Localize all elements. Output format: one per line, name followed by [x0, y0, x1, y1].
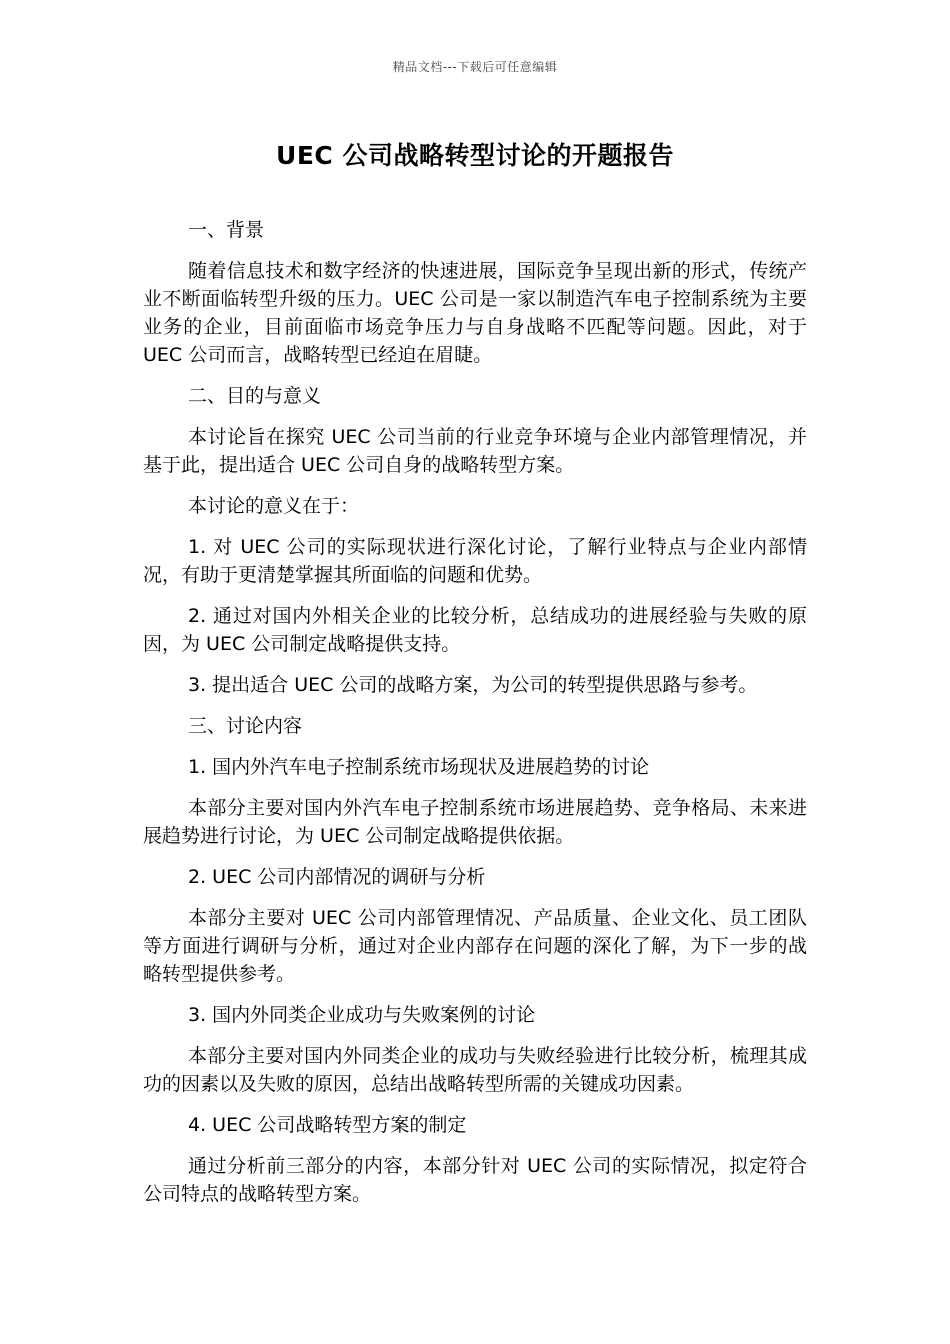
subheading-content-1: 1. 国内外汽车电子控制系统市场现状及进展趋势的讨论 — [188, 756, 650, 778]
paragraph-background: 随着信息技术和数字经济的快速进展，国际竞争呈现出新的形式，传统产业不断面临转型升级的压力。UEC 公司是一家以制造汽车电子控制系统为主要业务的企业，目前面临市场竞争压力与自身战略不匹配等问题。因此，对于 UEC 公司而言，战略转型已经迫在眉睫。 — [143, 260, 807, 366]
page-header-note: 精品文档---下载后可任意编辑 — [392, 60, 558, 74]
section-heading-background: 一、背景 — [188, 219, 265, 241]
list-item-significance-1: 1. 对 UEC 公司的实际现状进行深化讨论，了解行业特点与企业内部情况，有助于更清楚掌握其所面临的问题和优势。 — [143, 536, 807, 586]
paragraph-content-4: 通过分析前三部分的内容，本部分针对 UEC 公司的实际情况，拟定符合公司特点的战略转型方案。 — [143, 1155, 807, 1205]
list-item-significance-2: 2. 通过对国内外相关企业的比较分析，总结成功的进展经验与失败的原因，为 UEC 公司制定战略提供支持。 — [143, 605, 807, 655]
section-heading-content: 三、讨论内容 — [188, 715, 303, 737]
document-title: UEC 公司战略转型讨论的开题报告 — [276, 141, 674, 170]
paragraph-significance-intro: 本讨论的意义在于： — [188, 495, 360, 517]
paragraph-content-3: 本部分主要对国内外同类企业的成功与失败经验进行比较分析，梳理其成功的因素以及失败的原因，总结出战略转型所需的关键成功因素。 — [143, 1045, 807, 1095]
subheading-content-2: 2. UEC 公司内部情况的调研与分析 — [188, 866, 486, 888]
subheading-content-4: 4. UEC 公司战略转型方案的制定 — [188, 1114, 467, 1136]
section-heading-purpose: 二、目的与意义 — [188, 385, 322, 407]
document-body — [143, 216, 807, 1221]
subheading-content-3: 3. 国内外同类企业成功与失败案例的讨论 — [188, 1004, 536, 1026]
paragraph-content-1: 本部分主要对国内外汽车电子控制系统市场进展趋势、竞争格局、未来进展趋势进行讨论，为 UEC 公司制定战略提供依据。 — [143, 797, 807, 847]
paragraph-purpose: 本讨论旨在探究 UEC 公司当前的行业竞争环境与企业内部管理情况，并基于此，提出适合 UEC 公司自身的战略转型方案。 — [143, 426, 807, 476]
list-item-significance-3: 3. 提出适合 UEC 公司的战略方案，为公司的转型提供思路与参考。 — [188, 674, 758, 696]
paragraph-content-2: 本部分主要对 UEC 公司内部管理情况、产品质量、企业文化、员工团队等方面进行调研与分析，通过对企业内部存在问题的深化了解，为下一步的战略转型提供参考。 — [143, 907, 807, 985]
